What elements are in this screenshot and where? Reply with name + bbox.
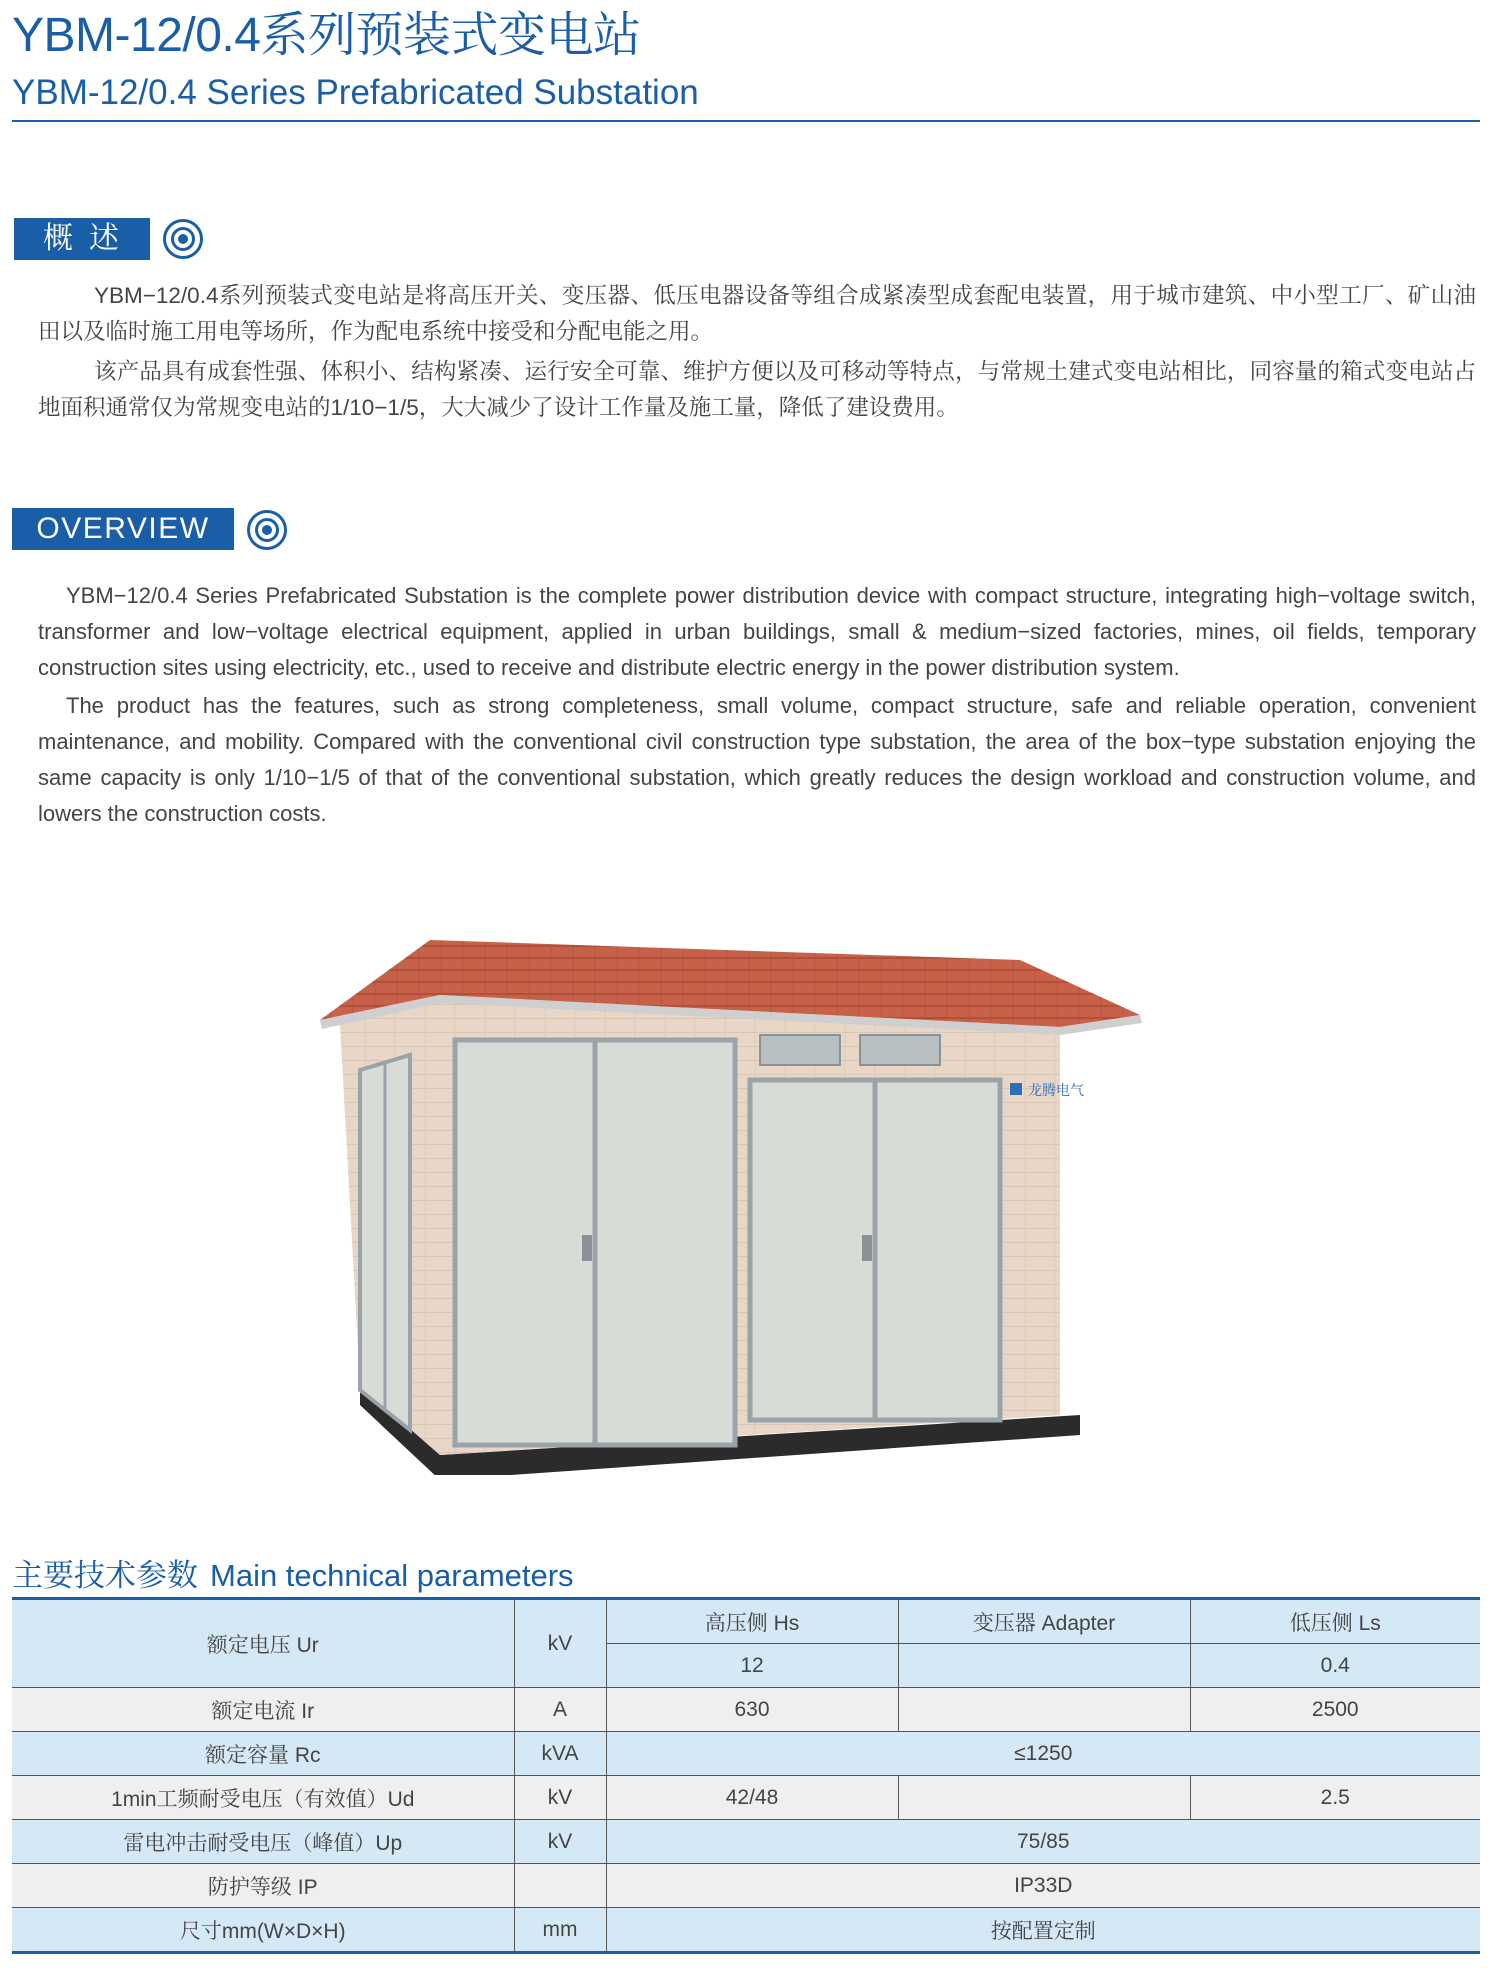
brand-logo-icon bbox=[1010, 1083, 1022, 1095]
params-heading-en: Main technical parameters bbox=[210, 1558, 574, 1593]
column-header-adapter: 变压器 Adapter bbox=[898, 1599, 1190, 1644]
column-header-hs: 高压侧 Hs bbox=[606, 1599, 898, 1644]
param-value-merged: ≤1250 bbox=[606, 1732, 1480, 1776]
param-value-ls: 2.5 bbox=[1190, 1776, 1480, 1820]
param-unit: kV bbox=[514, 1599, 606, 1688]
table-row bbox=[12, 1908, 1480, 1953]
param-name: 额定电压 Ur bbox=[12, 1599, 514, 1688]
param-value-adapter bbox=[898, 1644, 1190, 1688]
section-badge-overview-zh: 概述 bbox=[14, 218, 150, 260]
vent-grille bbox=[760, 1035, 840, 1065]
table-row bbox=[12, 1820, 1480, 1864]
page-subtitle: YBM-12/0.4 Series Prefabricated Substation bbox=[12, 73, 699, 112]
param-unit: kV bbox=[514, 1820, 606, 1864]
vent-grille bbox=[860, 1035, 940, 1065]
param-value-hs: 12 bbox=[606, 1644, 898, 1688]
table-row bbox=[12, 1599, 1480, 1644]
params-heading-zh: 主要技术参数 bbox=[12, 1558, 198, 1593]
overview-zh-paragraph-1: YBM−12/0.4系列预装式变电站是将高压开关、变压器、低压电器设备等组合成紧凑型成套配电装置，用于城市建筑、中小型工厂、矿山油田以及临时施工用电等场所，作为配电系统中接受和分配电能之用。 bbox=[38, 283, 1476, 344]
param-value-ls: 0.4 bbox=[1190, 1644, 1480, 1688]
parameters-table bbox=[12, 1597, 1480, 1954]
param-name: 1min工频耐受电压（有效值）Ud bbox=[12, 1776, 514, 1820]
section-badge-overview-en: OVERVIEW bbox=[12, 508, 234, 550]
param-unit: mm bbox=[514, 1908, 606, 1953]
table-row bbox=[12, 1776, 1480, 1820]
brand-label: 龙腾电气 bbox=[1028, 1083, 1084, 1099]
param-value-adapter bbox=[898, 1688, 1190, 1732]
page-title: YBM-12/0.4系列预装式变电站 bbox=[12, 9, 641, 62]
table-row bbox=[12, 1732, 1480, 1776]
param-unit: kVA bbox=[514, 1732, 606, 1776]
param-value-merged: 按配置定制 bbox=[606, 1908, 1480, 1953]
product-photo bbox=[320, 935, 1150, 1475]
overview-zh-text bbox=[38, 278, 1476, 430]
param-value-merged: 75/85 bbox=[606, 1820, 1480, 1864]
column-header-ls: 低压侧 Ls bbox=[1190, 1599, 1480, 1644]
target-icon bbox=[163, 219, 203, 259]
param-value-hs: 630 bbox=[606, 1688, 898, 1732]
param-unit: A bbox=[514, 1688, 606, 1732]
target-icon bbox=[247, 510, 287, 550]
param-name: 雷电冲击耐受电压（峰值）Up bbox=[12, 1820, 514, 1864]
param-value-adapter bbox=[898, 1776, 1190, 1820]
param-unit: kV bbox=[514, 1776, 606, 1820]
door-handle bbox=[582, 1235, 592, 1261]
substation-illustration bbox=[320, 935, 1150, 1475]
param-value-merged: IP33D bbox=[606, 1864, 1480, 1908]
door-handle bbox=[862, 1235, 872, 1261]
param-value-ls: 2500 bbox=[1190, 1688, 1480, 1732]
param-name: 尺寸mm(W×D×H) bbox=[12, 1908, 514, 1953]
overview-zh-paragraph-2: 该产品具有成套性强、体积小、结构紧凑、运行安全可靠、维护方便以及可移动等特点，与常规土建式变电站相比，同容量的箱式变电站占地面积通常仅为常规变电站的1/10−1/5，大大减少了设计工作量及施工量，降低了建设费用。 bbox=[38, 359, 1476, 420]
param-name: 额定电流 Ir bbox=[12, 1688, 514, 1732]
overview-en-paragraph-2: The product has the features, such as strong completeness, small volume, compact structure, safe and reliable operation, convenient maintenance, and mobility. Compared with the conventional civil construction type substation, the area of the box−type substation enjoying the same capacity is only 1/10−1/5 of that of the conventional substation, which greatly reduces the design workload and construction volume, and lowers the construction costs. bbox=[38, 693, 1476, 826]
overview-en-text bbox=[38, 578, 1476, 834]
param-unit bbox=[514, 1864, 606, 1908]
table-row bbox=[12, 1864, 1480, 1908]
param-name: 防护等级 IP bbox=[12, 1864, 514, 1908]
params-heading bbox=[12, 1550, 574, 1595]
overview-en-paragraph-1: YBM−12/0.4 Series Prefabricated Substation is the complete power distribution device with compact structure, integrating high−voltage switch, transformer and low−voltage electrical equipment, applied in urban buildings, small & medium−sized factories, mines, oil fields, temporary construction sites using electricity, etc., used to receive and distribute electric energy in the power distribution system. bbox=[38, 583, 1476, 680]
param-name: 额定容量 Rc bbox=[12, 1732, 514, 1776]
title-divider bbox=[12, 120, 1480, 122]
param-value-hs: 42/48 bbox=[606, 1776, 898, 1820]
table-row bbox=[12, 1688, 1480, 1732]
